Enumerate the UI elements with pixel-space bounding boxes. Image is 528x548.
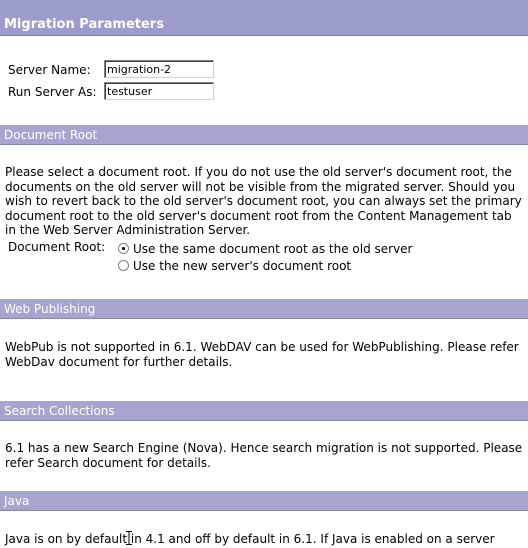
- document-root-label: Document Root:: [8, 240, 106, 254]
- section-web-publishing-title: Web Publishing: [4, 302, 96, 316]
- radio-same-document-root[interactable]: [118, 242, 518, 256]
- search-collections-description: 6.1 has a new Search Engine (Nova). Hence search migration is not supported. Please refer Search document for details.: [5, 441, 523, 470]
- run-server-as-input[interactable]: [104, 82, 214, 100]
- text-cursor-icon: [126, 531, 132, 545]
- server-name-input[interactable]: [104, 60, 214, 78]
- radio-new-document-root-button[interactable]: [118, 260, 129, 271]
- run-server-as-label: Run Server As:: [8, 85, 97, 99]
- web-publishing-description: WebPub is not supported in 6.1. WebDAV can be used for WebPublishing. Please refer WebDav document for further details.: [5, 340, 519, 369]
- radio-new-document-root[interactable]: [118, 259, 518, 273]
- section-document-root-title: Document Root: [4, 128, 98, 142]
- radio-same-document-root-button[interactable]: [118, 243, 129, 254]
- section-java-header: [0, 491, 528, 511]
- section-search-collections-title: Search Collections: [4, 404, 115, 418]
- section-document-root-header: [0, 125, 528, 145]
- section-web-publishing-header: [0, 299, 528, 319]
- document-root-description: Please select a document root. If you do not use the old server's document root, the documents on the old server will not be visible from the migrated server. Should you wish to revert back to the old server's document root, you can always set the primary document root to the old server's document root from the Content Management tab in the Web Server Administration Server.: [5, 165, 522, 237]
- server-name-row: [8, 60, 308, 80]
- page-header: [0, 0, 528, 36]
- page-title: Migration Parameters: [4, 17, 164, 32]
- section-java-title: Java: [4, 494, 30, 508]
- java-description: Java is on by default in 4.1 and off by default in 6.1. If Java is enabled on a server: [5, 532, 495, 546]
- server-name-label: Server Name:: [8, 63, 91, 77]
- section-search-collections-header: [0, 401, 528, 421]
- radio-new-document-root-label: Use the new server's document root: [133, 259, 352, 273]
- run-server-as-row: [8, 82, 308, 102]
- radio-same-document-root-label: Use the same document root as the old server: [133, 242, 413, 256]
